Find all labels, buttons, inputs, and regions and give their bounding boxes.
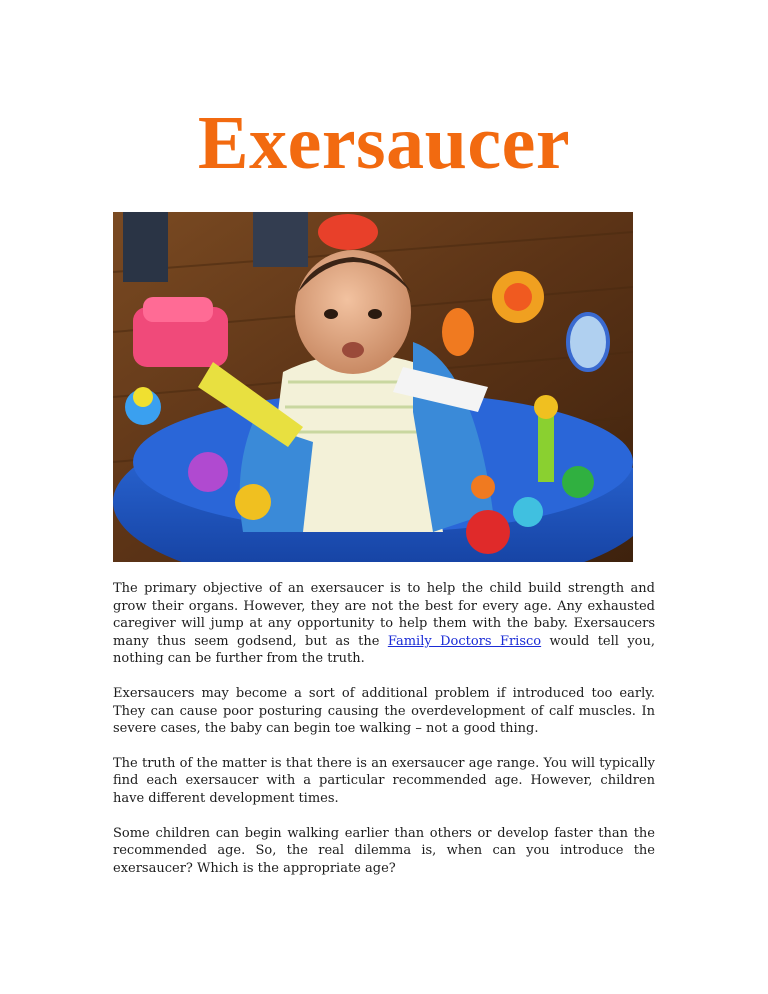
- article-body: [113, 580, 655, 894]
- paragraph-1-text-end: would tell you, nothing can be further from the truth.: [113, 633, 655, 667]
- paragraph-1-text-start: The primary objective of an exersaucer is to help the child build strength and grow their organs. However, they are not the best for every age. Any exhausted caregiver will jump at any opportunity to help them with the baby. Exersaucers many thus seem godsend, but as the: [113, 581, 655, 649]
- paragraph-4: Some children can begin walking earlier than others or develop faster than the recommended age. So, the real dilemma is, when can you introduce the exersaucer? Which is the appropriate age?: [113, 825, 655, 876]
- exersaucer-photo: [113, 212, 633, 562]
- family-doctors-frisco-link[interactable]: Family Doctors Frisco: [387, 633, 542, 649]
- paragraph-1: [113, 580, 655, 668]
- page-title: Exersaucer: [197, 101, 571, 185]
- paragraph-2: Exersaucers may become a sort of additional problem if introduced too early. They can cause poor posturing causing the overdevelopment of calf muscles. In severe cases, the baby can begin toe walking – not a good thing.: [113, 685, 655, 737]
- paragraph-3: The truth of the matter is that there is an exersaucer age range. You will typically find each exersaucer with a particular recommended age. However, children have different development times.: [113, 755, 655, 806]
